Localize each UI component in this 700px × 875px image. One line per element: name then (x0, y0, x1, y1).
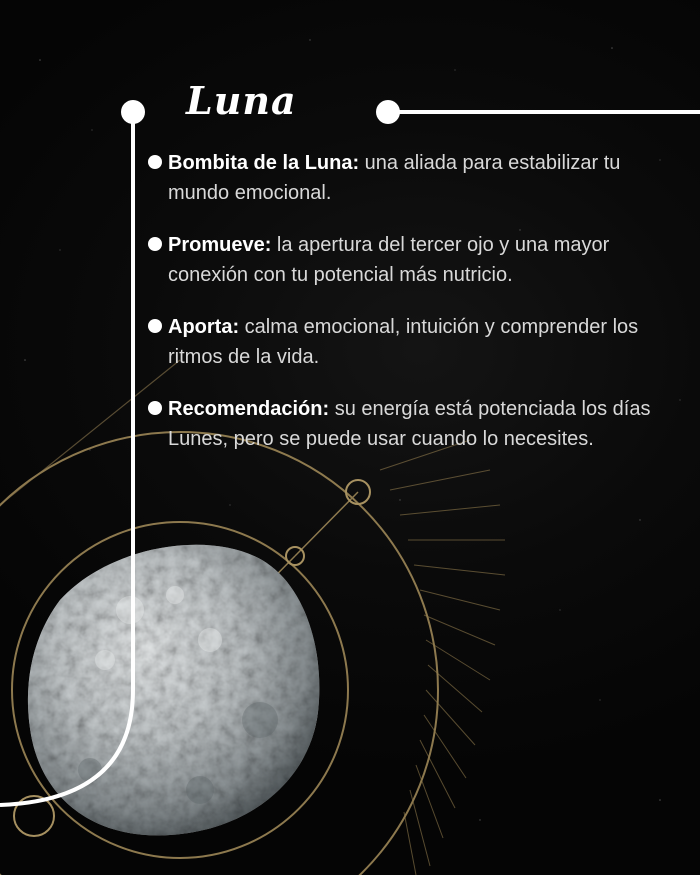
item-text: su energía está potenciada los días Lunes, pero se puede usar cuando lo necesites. (168, 398, 651, 450)
list-item-recomendacion (146, 394, 676, 454)
list-item-aporta (146, 312, 676, 372)
item-label: Bombita de la Luna: (168, 152, 360, 174)
properties-list (146, 148, 676, 476)
timeline-start-dot (121, 100, 145, 124)
item-label: Aporta: (168, 316, 240, 338)
item-label: Recomendación: (168, 398, 330, 420)
list-item-bombita (146, 148, 676, 208)
item-text: una aliada para estabilizar tu mundo emocional. (168, 152, 621, 204)
timeline-title-dot (376, 100, 400, 124)
item-label: Promueve: (168, 234, 272, 256)
radiating-lines (380, 440, 505, 875)
bullet-icon (148, 155, 162, 169)
list-item-promueve (146, 230, 676, 290)
page-title: Luna (186, 78, 297, 123)
item-text: calma emocional, intuición y comprender los ritmos de la vida. (168, 316, 639, 368)
bullet-icon (148, 237, 162, 251)
bullet-icon (148, 319, 162, 333)
bullet-icon (148, 401, 162, 415)
item-text: la apertura del tercer ojo y una mayor conexión con tu potencial más nutricio. (168, 234, 610, 286)
